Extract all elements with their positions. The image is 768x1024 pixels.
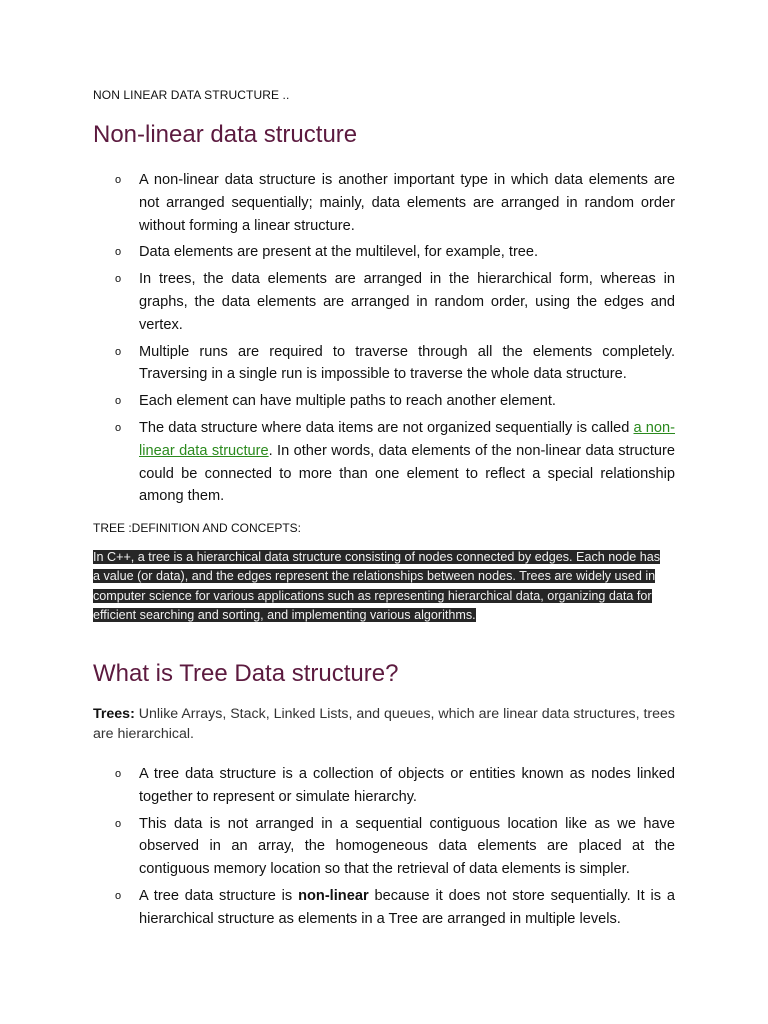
- trees-intro-paragraph: Trees: Unlike Arrays, Stack, Linked Lists, and queues, which are linear data structures, trees are hierarchical.: [93, 706, 675, 742]
- section-label-tree: TREE :DEFINITION AND CONCEPTS:: [93, 521, 302, 535]
- top-note: NON LINEAR DATA STRUCTURE ..: [93, 88, 290, 102]
- bullet-marker-icon: o: [115, 817, 122, 830]
- list-item: o A tree data structure is a collection of objects or entities known as nodes linked together to represent or simulate hierarchy.: [93, 763, 675, 809]
- bullet-marker-icon: o: [115, 421, 122, 434]
- bullet-marker-icon: o: [115, 889, 122, 902]
- list-item: o A non-linear data structure is another important type in which data elements are not arranged sequentially; mainly, data elements are arranged in random order without forming a linear structure.: [93, 169, 675, 237]
- list-item: o This data is not arranged in a sequential contiguous location like as we have observed in an array, the homogeneous data elements are placed at the contiguous memory location so that the retrieval of data elements is simpler.: [93, 813, 675, 881]
- bold-non-linear: non-linear: [298, 887, 369, 904]
- list-item: o A tree data structure is non-linear because it does not store sequentially. It is a hierarchical structure as elements in a Tree are arranged in multiple levels.: [93, 885, 675, 931]
- highlighted-paragraph: [93, 548, 668, 626]
- list-item: o The data structure where data items are not organized sequentially is called a non-linear data structure. In other words, data elements of the non-linear data structure could be connected to more than one element to reflect a special relationship among them.: [93, 417, 675, 508]
- heading-non-linear: Non-linear data structure: [93, 121, 358, 148]
- highlighted-text: In C++, a tree is a hierarchical data structure consisting of nodes connected by edges. Each node has a value (or data), and the edges represent the relationships between nodes. Trees are widely used in computer science for various applications such as representing hierarchical data, organizing data for efficient searching and sorting, and implementing various algorithms.: [93, 550, 661, 623]
- bullet-marker-icon: o: [115, 246, 122, 259]
- bullet-marker-icon: o: [115, 345, 122, 358]
- tree-list: [93, 763, 675, 935]
- bullet-marker-icon: o: [115, 395, 122, 408]
- list-item: o Multiple runs are required to traverse through all the elements completely. Traversing in a single run is impossible to traverse the whole data structure.: [93, 341, 675, 387]
- heading-tree-data-structure: What is Tree Data structure?: [93, 660, 399, 687]
- bullet-marker-icon: o: [115, 273, 122, 286]
- list-item: o In trees, the data elements are arranged in the hierarchical form, whereas in graphs, the data elements are arranged in random order, using the edges and vertex.: [93, 268, 675, 336]
- bullet-marker-icon: o: [115, 768, 122, 780]
- non-linear-list: [93, 169, 675, 512]
- bullet-marker-icon: o: [115, 174, 122, 186]
- trees-intro-bold: Trees:: [93, 706, 135, 722]
- list-item: o Each element can have multiple paths to reach another element.: [93, 390, 675, 413]
- non-linear-data-structure-link[interactable]: a non-linear data structure: [139, 419, 675, 459]
- list-item: o Data elements are present at the multilevel, for example, tree.: [93, 241, 675, 264]
